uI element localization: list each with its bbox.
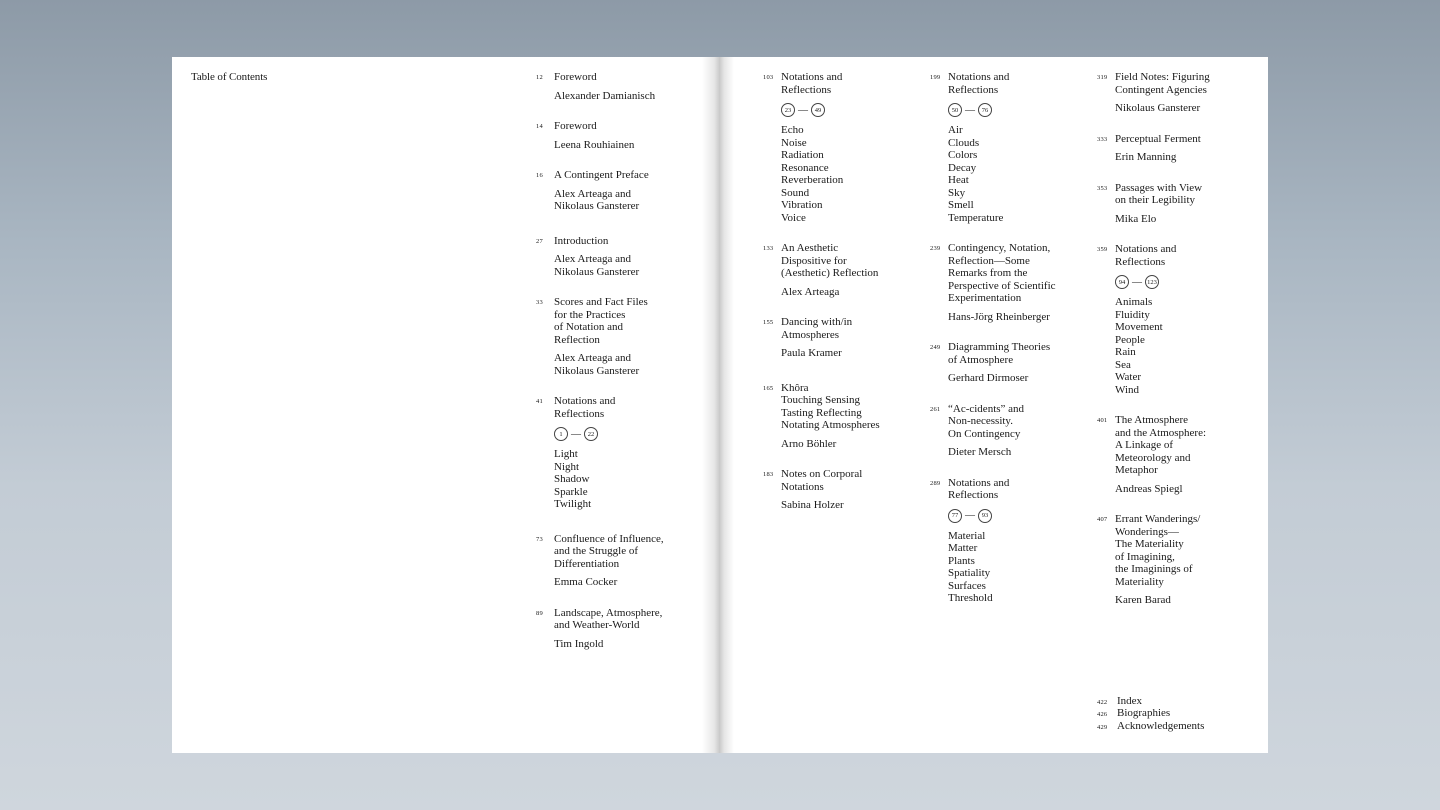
range-start-badge: 23 <box>781 103 795 117</box>
topic-item: Reverberation <box>781 174 844 186</box>
toc-entry <box>536 607 706 651</box>
entry-title: Introduction <box>554 234 609 247</box>
entry-title: An Aesthetic Dispositive for (Aesthetic) Reflection <box>781 242 879 279</box>
toc-entry <box>763 242 933 298</box>
topic-item: Spatiality <box>948 567 991 579</box>
range-start-badge: 94 <box>1115 275 1129 289</box>
topic-list <box>1115 296 1267 396</box>
topic-list <box>948 530 1100 605</box>
page-number: 333 <box>1097 135 1108 143</box>
entry-author: Karen Barad <box>1115 594 1171 606</box>
page-number: 89 <box>536 609 543 617</box>
topic-item: Water <box>1115 371 1141 383</box>
topic-item: Twilight <box>554 498 592 510</box>
toc-entry <box>536 395 706 511</box>
page-number: 16 <box>536 172 543 179</box>
toc-entry <box>536 71 706 102</box>
entry-title: A Contingent Preface <box>554 169 649 181</box>
topic-item: Material <box>948 529 986 542</box>
toc-column-3 <box>930 71 1100 605</box>
entry-author: Paula Kramer <box>781 347 842 359</box>
topic-item: Colors <box>948 149 978 161</box>
range-dash: — <box>571 428 581 440</box>
entry-author: Emma Cocker <box>554 576 618 588</box>
entry-title: Confluence of Influence, and the Struggle of Differentiation <box>554 532 664 570</box>
back-matter-list <box>1097 695 1204 732</box>
toc-entry <box>763 71 933 224</box>
topic-item: Air <box>948 124 963 136</box>
toc-entry <box>1097 513 1267 607</box>
page-number: 426 <box>1097 711 1108 719</box>
topic-item: Shadow <box>554 473 590 485</box>
page-number: 14 <box>536 123 543 130</box>
entry-title: Perceptual Ferment <box>1115 132 1201 145</box>
range-dash: — <box>965 104 975 116</box>
topic-item: Voice <box>781 211 806 224</box>
page-number: 12 <box>536 74 543 81</box>
entry-title: Notations and Reflections <box>781 71 843 96</box>
page-title: Table of Contents <box>191 71 268 83</box>
page-number: 103 <box>763 74 774 81</box>
page-number: 133 <box>763 245 774 252</box>
toc-column-4 <box>1097 71 1267 607</box>
plate-range <box>948 102 1100 118</box>
toc-column-1 <box>536 71 706 650</box>
entry-title: Diagramming Theories of Atmosphere <box>948 341 1051 366</box>
entry-author: Nikolaus Gansterer <box>1115 102 1201 114</box>
topic-item: Echo <box>781 124 804 136</box>
plate-range <box>781 102 933 118</box>
back-matter-label: Biographies <box>1117 707 1171 720</box>
page-number: 239 <box>930 245 941 252</box>
entry-author: Tim Ingold <box>554 637 604 650</box>
toc-entry <box>1097 133 1267 164</box>
page-number: 165 <box>763 384 774 392</box>
range-dash: — <box>1132 276 1142 288</box>
topic-item: Rain <box>1115 346 1136 358</box>
entry-author: Arno Böhler <box>781 437 837 450</box>
toc-entry <box>763 468 933 512</box>
topic-item: Surfaces <box>948 579 986 592</box>
topic-item: Vibration <box>781 199 823 211</box>
topic-item: Sparkle <box>554 485 588 498</box>
right-page <box>720 57 1268 753</box>
page-number: 359 <box>1097 246 1108 253</box>
toc-entry <box>930 341 1100 385</box>
topic-item: Radiation <box>781 149 824 161</box>
topic-item: Matter <box>948 542 978 554</box>
topic-item: Sea <box>1115 358 1131 371</box>
page-number: 199 <box>930 74 941 81</box>
plate-range <box>1115 274 1267 290</box>
toc-entry <box>930 242 1100 323</box>
page-number: 289 <box>930 479 941 487</box>
back-matter-label: Index <box>1117 695 1143 707</box>
toc-entry <box>536 296 706 377</box>
topic-item: Sky <box>948 186 966 199</box>
back-matter-item <box>1097 720 1204 732</box>
range-dash: — <box>798 104 808 116</box>
toc-entry <box>930 477 1100 605</box>
toc-column-2 <box>763 71 933 512</box>
page-number: 249 <box>930 344 941 351</box>
page-number: 73 <box>536 535 543 543</box>
entry-title: The Atmosphere and the Atmosphere: A Linkage of Meteorology and Metaphor <box>1115 414 1207 476</box>
page-number: 155 <box>763 319 774 326</box>
toc-entry <box>1097 71 1267 115</box>
toc-entry <box>763 382 933 451</box>
topic-item: Fluidity <box>1115 308 1150 321</box>
toc-entry <box>536 169 706 213</box>
page-number: 353 <box>1097 184 1108 192</box>
topic-item: Decay <box>948 161 977 174</box>
range-start-badge: 50 <box>948 103 962 117</box>
page-number: 261 <box>930 405 941 413</box>
entry-author: Gerhard Dirmoser <box>948 372 1029 384</box>
back-matter-item <box>1097 707 1204 719</box>
toc-entry <box>930 403 1100 459</box>
toc-entry <box>930 71 1100 224</box>
page-number: 319 <box>1097 74 1108 81</box>
topic-item: Plants <box>948 554 975 567</box>
range-end-badge: 49 <box>811 103 825 117</box>
topic-item: Smell <box>948 199 974 211</box>
range-start-badge: 1 <box>554 427 568 441</box>
plate-range <box>554 426 706 442</box>
page-number: 401 <box>1097 417 1108 424</box>
toc-entry <box>1097 243 1267 396</box>
entry-author: Alexander Damianisch <box>554 89 656 102</box>
topic-item: Resonance <box>781 161 829 174</box>
entry-title: Notations and Reflections <box>554 395 616 420</box>
topic-item: Night <box>554 460 580 473</box>
topic-item: Wind <box>1115 383 1139 396</box>
topic-item: Light <box>554 448 578 460</box>
entry-author: Mika Elo <box>1115 212 1157 225</box>
entry-title: Notations and Reflections <box>948 71 1010 96</box>
plate-range <box>948 508 1100 524</box>
entry-author: Alex Arteaga and Nikolaus Gansterer <box>554 352 640 377</box>
entry-author: Leena Rouhiainen <box>554 138 635 151</box>
topic-item: Animals <box>1115 296 1153 308</box>
toc-entry <box>536 533 706 589</box>
entry-author: Andreas Spiegl <box>1115 482 1183 495</box>
page-number: 41 <box>536 398 543 405</box>
topic-item: Sound <box>781 186 810 199</box>
topic-list <box>948 124 1100 224</box>
page-number: 33 <box>536 299 543 306</box>
toc-entry <box>1097 414 1267 495</box>
toc-entry <box>1097 182 1267 226</box>
page-number: 429 <box>1097 723 1108 731</box>
entry-author: Alex Arteaga and Nikolaus Gansterer <box>554 253 640 278</box>
gutter-shadow <box>720 57 734 753</box>
page-number: 422 <box>1097 699 1108 706</box>
page-number: 407 <box>1097 516 1108 523</box>
range-dash: — <box>965 510 975 521</box>
toc-entry <box>536 120 706 151</box>
entry-title: Errant Wanderings/ Wonderings— The Materiality of Imagining, the Imaginings of Materiality <box>1115 513 1201 588</box>
topic-list <box>554 448 706 511</box>
left-page <box>172 57 720 753</box>
entry-author: Alex Arteaga and Nikolaus Gansterer <box>554 187 640 212</box>
entry-title: Field Notes: Figuring Contingent Agencies <box>1115 71 1210 96</box>
range-start-badge: 77 <box>948 509 962 523</box>
entry-title: “Ac-cidents” and Non-necessity. On Contingency <box>948 402 1025 440</box>
topic-item: Heat <box>948 174 969 186</box>
range-end-badge: 76 <box>978 103 992 117</box>
entry-title: Scores and Fact Files for the Practices of Notation and Reflection <box>554 296 648 346</box>
topic-item: Temperature <box>948 211 1004 224</box>
range-end-badge: 22 <box>584 427 598 441</box>
entry-author: Alex Arteaga <box>781 285 840 298</box>
topic-item: People <box>1115 333 1145 346</box>
topic-list <box>781 124 933 224</box>
entry-title: Contingency, Notation, Reflection—Some Remarks from the Perspective of Scientific Experimentation <box>948 242 1056 304</box>
page-number: 27 <box>536 237 543 245</box>
entry-author: Hans-Jörg Rheinberger <box>948 310 1050 323</box>
entry-title: Passages with View on their Legibility <box>1115 181 1203 206</box>
entry-title: Foreword <box>554 71 597 83</box>
topic-item: Noise <box>781 136 807 149</box>
entry-author: Dieter Mersch <box>948 446 1012 458</box>
page-number: 183 <box>763 471 774 478</box>
entry-title: Notes on Corporal Notations <box>781 468 863 493</box>
entry-author: Sabina Holzer <box>781 499 844 511</box>
range-end-badge: 93 <box>978 509 992 523</box>
entry-title: Foreword <box>554 120 597 132</box>
entry-title: Dancing with/in Atmospheres <box>781 316 853 341</box>
entry-author: Erin Manning <box>1115 151 1177 163</box>
entry-title: Khôra Touching Sensing Tasting Reflecting Notating Atmospheres <box>781 381 880 431</box>
back-matter-item <box>1097 695 1204 707</box>
entry-title: Notations and Reflections <box>948 476 1010 501</box>
toc-entry <box>536 235 706 279</box>
back-matter-label: Acknowledgements <box>1117 719 1205 732</box>
topic-item: Clouds <box>948 136 980 149</box>
toc-entry <box>763 316 933 360</box>
entry-title: Notations and Reflections <box>1115 243 1177 268</box>
topic-item: Movement <box>1115 321 1163 333</box>
topic-item: Threshold <box>948 592 993 604</box>
range-end-badge: 123 <box>1145 275 1159 289</box>
entry-title: Landscape, Atmosphere, and Weather-World <box>554 606 663 631</box>
